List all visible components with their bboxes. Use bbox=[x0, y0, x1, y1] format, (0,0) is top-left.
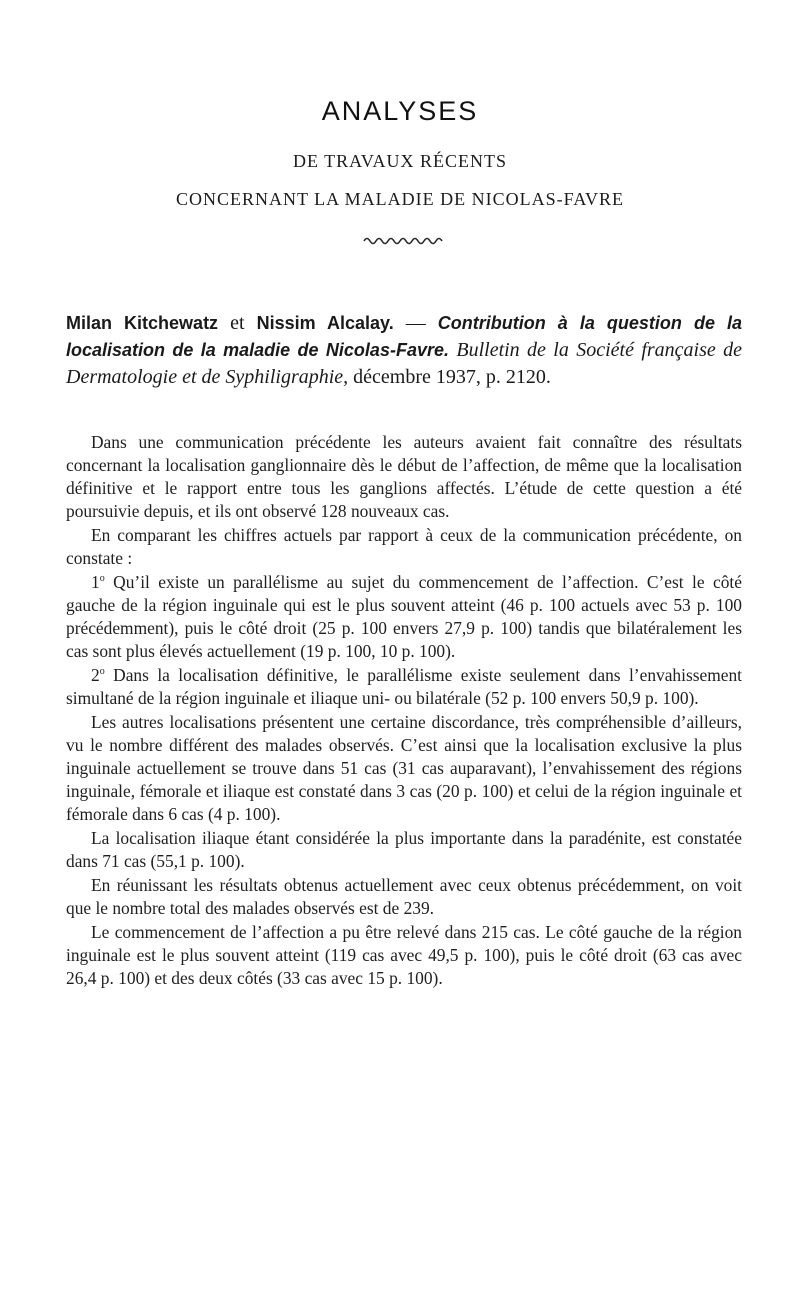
paragraph-4-ordinal: o bbox=[99, 666, 105, 678]
paragraph-4-number: 2 bbox=[91, 665, 100, 685]
citation-block bbox=[66, 310, 742, 391]
paragraph-7: En réunissant les résultats obtenus actuellement avec ceux obtenus précédemment, on voit que le nombre total des malades observés est de 239. bbox=[66, 875, 742, 918]
page-subtitle-1: DE TRAVAUX RÉCENTS bbox=[292, 151, 508, 171]
paragraph-3 bbox=[66, 571, 742, 663]
paragraph-5: Les autres localisations présentent une certaine discordance, très compréhensible d’ailleurs, vu le nombre différent des malades observés. C’est ainsi que la localisation exclusive la plus inguinale actuellement se trouve dans 51 cas (31 cas auparavant), l’envahissement des régions inguinale, fémorale et iliaque est constaté dans 3 cas (20 p. 100) et celui de la région inguinale et fémorale dans 6 cas (4 p. 100). bbox=[66, 712, 742, 824]
paragraph-3-ordinal: o bbox=[99, 573, 105, 585]
paragraph-3-text: Qu’il existe un parallélisme au sujet du commencement de l’affection. C’est le côté gauche de la région inguinale qui est le plus souvent atteint (46 p. 100 actuels avec 53 p. 100 précédemment), puis le côté droit (25 p. 100 envers 27,9 p. 100) tandis que bilatéralement les cas sont plus élevés actuellement (19 p. 100, 10 p. 100). bbox=[66, 572, 742, 661]
citation-dash: — bbox=[405, 312, 426, 334]
citation-date-pages: décembre 1937, p. 2120. bbox=[353, 366, 551, 388]
paragraph-8: Le commencement de l’affection a pu être relevé dans 215 cas. Le côté gauche de la région inguinale est le plus souvent atteint (119 cas avec 49,5 p. 100), puis le côté droit (63 cas avec 26,4 p. 100) et des deux côtés (33 cas avec 15 p. 100). bbox=[66, 922, 742, 988]
citation-author-1: Milan Kitchewatz bbox=[66, 313, 219, 333]
paragraph-6: La localisation iliaque étant considérée la plus importante dans la paradénite, est constatée dans 71 cas (55,1 p. 100). bbox=[66, 828, 742, 871]
paragraph-4-text: Dans la localisation définitive, le parallélisme existe seulement dans l’envahissement simultané de la région inguinale et iliaque uni- ou bilatérale (52 p. 100 envers 50,9 p. 100). bbox=[66, 665, 742, 708]
paragraph-4 bbox=[66, 664, 742, 710]
paragraph-1: Dans une communication précédente les auteurs avaient fait connaître des résultats concernant la localisation ganglionnaire dès le début de l’affection, de même que la localisation définitive et le rapport entre tous les ganglions affectés. L’étude de cette question a été poursuivie depuis, et ils ont observé 128 nouveaux cas. bbox=[66, 432, 742, 521]
wave-ornament-icon bbox=[362, 234, 444, 248]
page-title: ANALYSES bbox=[321, 96, 479, 126]
paragraph-3-number: 1 bbox=[91, 572, 100, 592]
paragraph-2: En comparant les chiffres actuels par rapport à ceux de la communication précédente, on constate : bbox=[66, 525, 742, 568]
article-body bbox=[66, 431, 742, 990]
page-subtitle-2: CONCERNANT LA MALADIE DE NICOLAS-FAVRE bbox=[175, 189, 624, 209]
citation-journal: Bulletin de la Société française de Dermatologie et de Syphiligraphie, bbox=[66, 339, 743, 388]
citation-title: Contribution à la question de la localisation de la maladie de Nicolas-Favre. bbox=[66, 313, 743, 360]
citation-connector: et bbox=[230, 312, 245, 334]
citation-author-2: Nissim Alcalay. bbox=[256, 313, 394, 333]
